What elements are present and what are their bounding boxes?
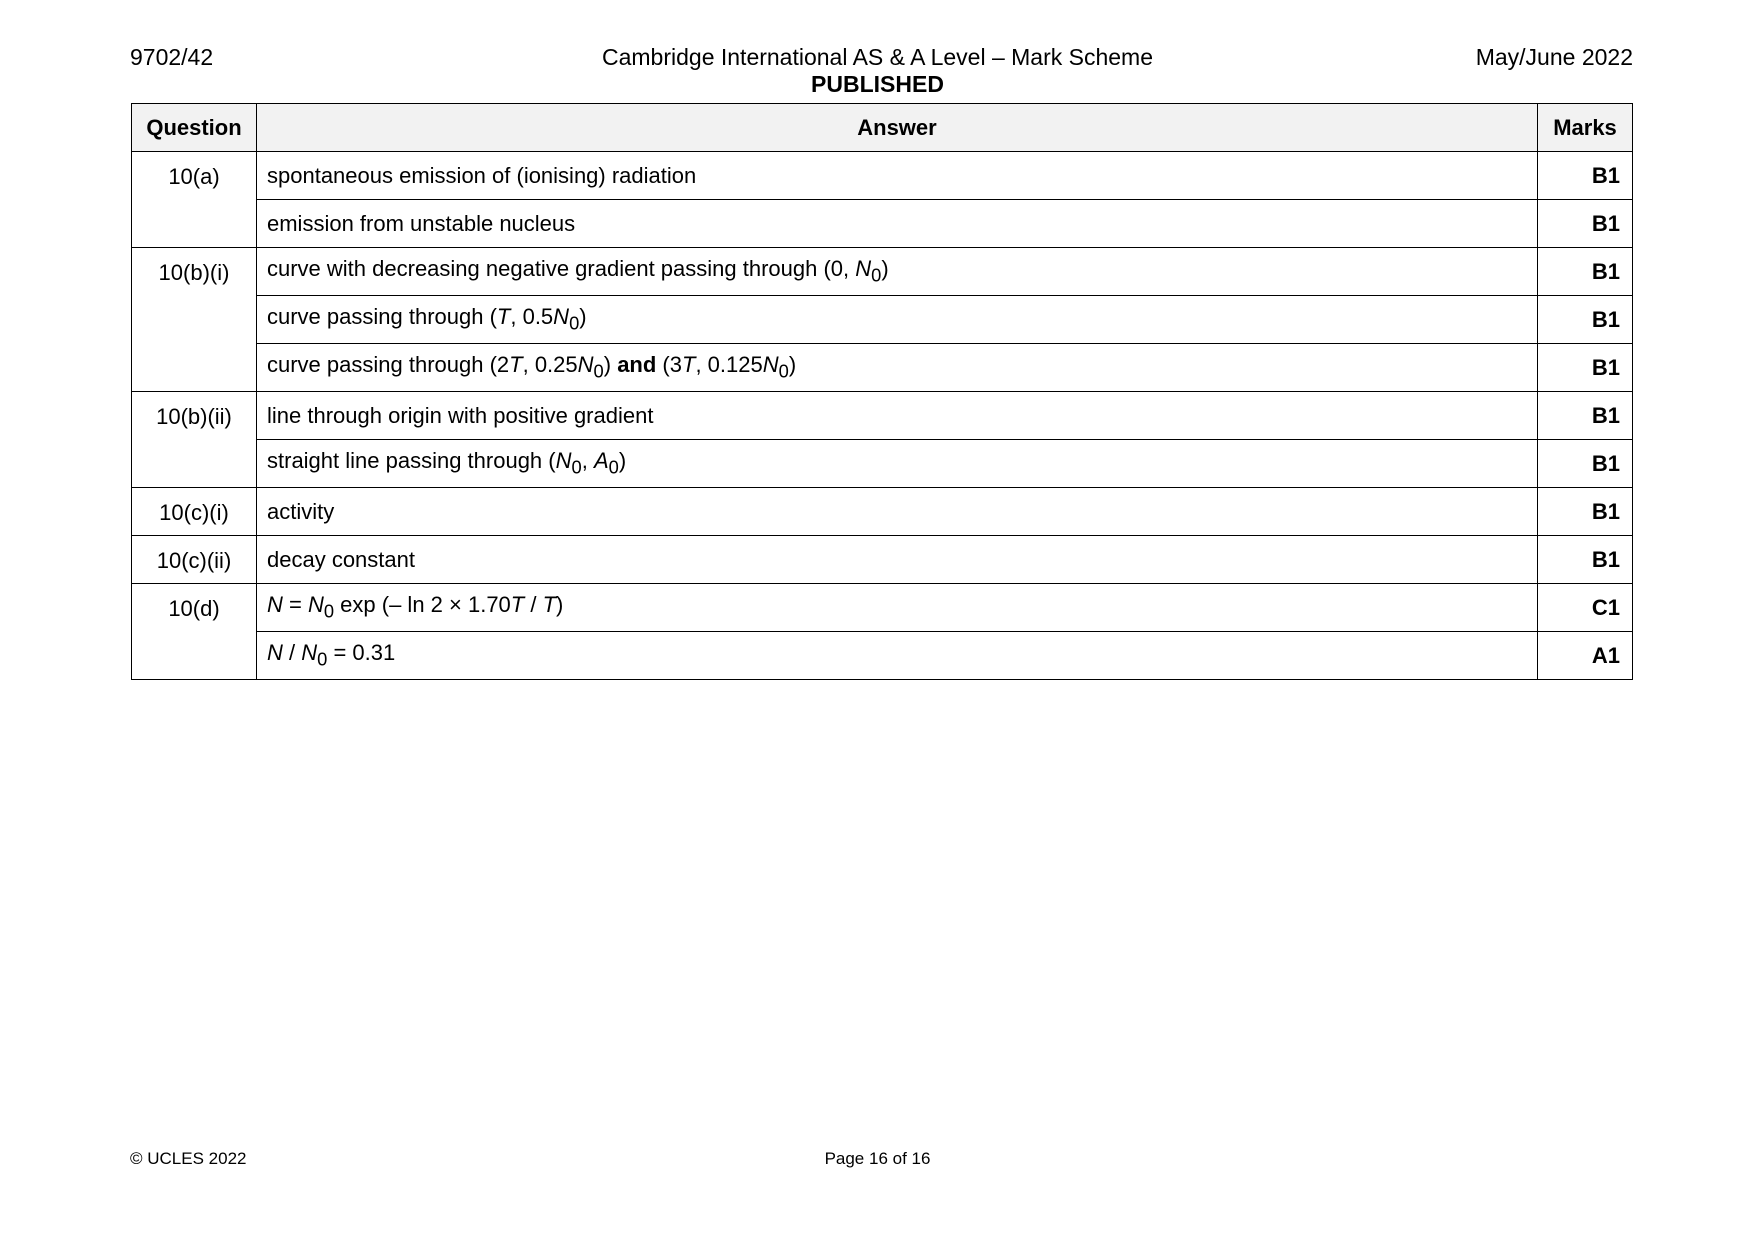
document-title-text: Cambridge International AS & A Level – Mark Scheme (601, 44, 1154, 70)
table-row (132, 536, 1633, 584)
answer-text: curve passing through (2T, $0.25N_0$) and (3T, $0.125N_0$) (257, 344, 1538, 392)
mark-code: B1 (1538, 344, 1633, 392)
copyright-notice: © UCLES 2022 (130, 1149, 247, 1168)
mark-code: B1 (1538, 248, 1633, 296)
answer-text: $N / N_0 = 0.31$ (257, 632, 1538, 680)
table-row (132, 488, 1633, 536)
table-header-row (132, 104, 1633, 152)
marks-column-header: Marks (1538, 104, 1633, 152)
question-number: 10(b)(ii) (132, 392, 257, 488)
answer-text: straight line passing through ($N_0$, $A_0$) (257, 440, 1538, 488)
answer-text: decay constant (257, 536, 1538, 584)
answer-text: line through origin with positive gradient (257, 392, 1538, 440)
answer-text: $N = N_0$ exp (– ln 2 × 1.70T / T) (257, 584, 1538, 632)
table-row (132, 440, 1633, 488)
page-number: Page 16 of 16 (824, 1149, 931, 1168)
paper-code: 9702/42 (130, 44, 214, 70)
exam-session: May/June 2022 (1475, 44, 1633, 70)
answer-text: spontaneous emission of (ionising) radiation (257, 152, 1538, 200)
mark-code: B1 (1538, 200, 1633, 248)
table-row (132, 152, 1633, 200)
question-number: 10(c)(ii) (132, 536, 257, 584)
mark-scheme-table (131, 103, 1633, 680)
published-label: PUBLISHED (811, 71, 944, 97)
mark-code: B1 (1538, 392, 1633, 440)
mark-code: B1 (1538, 488, 1633, 536)
mark-code: B1 (1538, 296, 1633, 344)
answer-text: curve with decreasing negative gradient passing through (0, $N_0$) (257, 248, 1538, 296)
table-row (132, 584, 1633, 632)
answer-text: emission from unstable nucleus (257, 200, 1538, 248)
table-row (132, 200, 1633, 248)
answer-text: activity (257, 488, 1538, 536)
table-row (132, 392, 1633, 440)
mark-code: B1 (1538, 440, 1633, 488)
mark-code: B1 (1538, 152, 1633, 200)
table-row (132, 344, 1633, 392)
mark-scheme-body (132, 152, 1633, 680)
mark-code: B1 (1538, 536, 1633, 584)
table-row (132, 632, 1633, 680)
answer-text: curve passing through (T, $0.5N_0$) (257, 296, 1538, 344)
question-column-header: Question (132, 104, 257, 152)
answer-column-header: Answer (257, 104, 1538, 152)
table-row (132, 248, 1633, 296)
table-row (132, 296, 1633, 344)
question-number: 10(c)(i) (132, 488, 257, 536)
mark-code: A1 (1538, 632, 1633, 680)
question-number: 10(a) (132, 152, 257, 248)
question-number: 10(b)(i) (132, 248, 257, 392)
mark-code: C1 (1538, 584, 1633, 632)
question-number: 10(d) (132, 584, 257, 680)
